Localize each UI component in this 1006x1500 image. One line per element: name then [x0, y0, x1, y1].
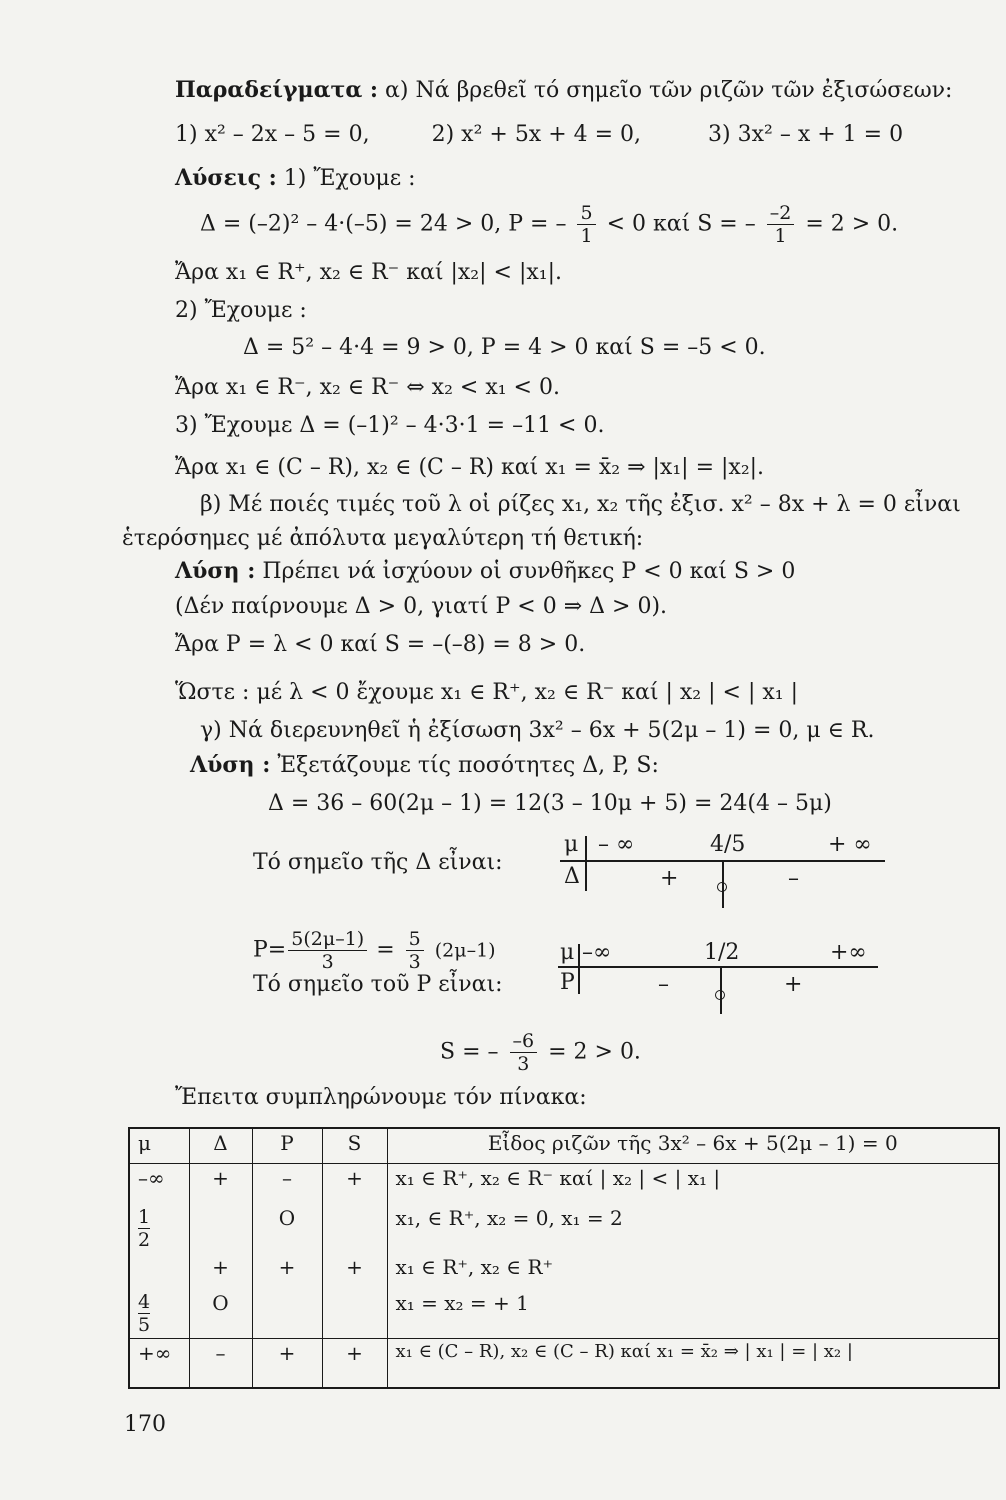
p-table-left-sign: – [658, 972, 669, 997]
s-den: 3 [517, 1053, 530, 1075]
row1-p: – [252, 1164, 322, 1204]
page-number: 170 [124, 1412, 166, 1437]
solutions-first: 1) Ἔχουμε : [283, 166, 416, 191]
delta-table-vbar [585, 836, 587, 891]
s-equation-line [440, 1030, 641, 1075]
header-s: S [322, 1128, 387, 1164]
row1-s: + [322, 1164, 387, 1204]
s2-intro: 2) Ἔχουμε : [175, 298, 307, 323]
p-den-2: 3 [408, 951, 421, 973]
p-table-root: 1/2 [704, 940, 740, 965]
delta-sign-label: Τό σημεῖο τῆς Δ εἶναι: [253, 850, 503, 875]
part-b-solution-1-line [175, 558, 795, 585]
p-end: (2μ–1) [434, 939, 496, 962]
s1-end: = 2 > 0. [805, 211, 899, 237]
delta-table-root: 4/5 [710, 832, 746, 857]
row1-mu: –∞ [138, 1166, 165, 1190]
row2-delta [189, 1204, 252, 1253]
solutions-heading-line [175, 165, 416, 192]
p-table-right-sign: + [784, 972, 803, 997]
part-b-solution-2: (Δέν παίρνουμε Δ > 0, γιατί P < 0 ⇒ Δ > 0). [175, 594, 668, 619]
then-complete-table: Ἔπειτα συμπληρώνουμε τόν πίνακα: [175, 1085, 587, 1110]
table-row [129, 1253, 999, 1289]
p-table-vbar [578, 944, 580, 994]
delta-table-plus-inf: + ∞ [828, 832, 872, 857]
part-b-sol-label: Λύση : [175, 558, 256, 584]
examples-intro: α) Νά βρεθεῖ τό σημεῖο τῶν ριζῶν τῶν ἐξισώσεων: [385, 78, 953, 103]
header-delta: Δ [189, 1128, 252, 1164]
row3-p: + [252, 1253, 322, 1289]
row5-mu: +∞ [138, 1340, 172, 1365]
s2-conclusion: Ἄρα x₁ ∈ R⁻, x₂ ∈ R⁻ ⇔ x₂ < x₁ < 0. [175, 375, 560, 400]
examples-heading: Παραδείγματα : [175, 77, 379, 103]
table-header-row [129, 1128, 999, 1164]
s1-delta: Δ = (–2)² – 4·(–5) = 24 > 0, P = – [200, 211, 567, 237]
s1-s-den: 1 [774, 225, 787, 247]
row2-kind: x₁, ∈ R⁺, x₂ = 0, x₁ = 2 [387, 1204, 999, 1253]
p-table-mu: μ [560, 940, 575, 965]
row4-p [252, 1289, 322, 1339]
row4-delta: O [189, 1289, 252, 1339]
p-equation-line [253, 928, 496, 973]
part-b-question-1: β) Μέ ποιές τιμές τοῦ λ οἱ ρίζες x₁, x₂ τῆς ἐξισ. x² – 8x + λ = 0 εἶναι [200, 492, 961, 517]
p-eq-left: P= [253, 937, 287, 963]
delta-equation: Δ = 36 – 60(2μ – 1) = 12(3 – 10μ + 5) = 24(4 – 5μ) [268, 791, 832, 816]
s1-s-fraction [767, 202, 795, 247]
header-mu: μ [129, 1128, 189, 1164]
s1-s-num: –2 [767, 202, 795, 225]
s1-p-fraction [577, 202, 595, 247]
row3-delta: + [189, 1253, 252, 1289]
row5-kind: x₁ ∈ (C – R), x₂ ∈ (C – R) καί x₁ = x̄₂ ⇒ | x₁ | = | x₂ | [387, 1338, 999, 1388]
row2-mu [129, 1204, 189, 1253]
table-row [129, 1204, 999, 1253]
row2-p: O [252, 1204, 322, 1253]
p-table-zero [715, 990, 725, 1000]
s3-conclusion: Ἄρα x₁ ∈ (C – R), x₂ ∈ (C – R) καί x₁ = x̄₂ ⇒ |x₁| = |x₂|. [175, 455, 765, 480]
examples-heading-line [175, 77, 952, 104]
table-row [129, 1164, 999, 1204]
p-fraction-2 [406, 928, 424, 973]
p-num-2: 5 [406, 928, 424, 951]
s1-delta-line [200, 202, 898, 247]
row5-delta: – [189, 1338, 252, 1388]
s1-mid: < 0 καί S = – [606, 211, 756, 237]
part-b-solution-4: Ὥστε : μέ λ < 0 ἔχουμε x₁ ∈ R⁺, x₂ ∈ R⁻ καί | x₂ | < | x₁ | [175, 680, 798, 705]
equations-line [175, 122, 903, 148]
equation-2: 2) x² + 5x + 4 = 0, [431, 122, 642, 147]
solutions-heading: Λύσεις : [175, 165, 277, 191]
header-kind: Εἶδος ριζῶν τῆς 3x² – 6x + 5(2μ – 1) = 0 [387, 1128, 999, 1164]
row5-p: + [252, 1338, 322, 1388]
delta-table-left-sign: + [660, 866, 679, 891]
row5-s: + [322, 1338, 387, 1388]
s-num: –6 [510, 1030, 538, 1053]
s3-delta: 3) Ἔχουμε Δ = (–1)² – 4·3·1 = –11 < 0. [175, 413, 605, 438]
p-sign-label: Τό σημεῖο τοῦ P εἶναι: [253, 972, 503, 997]
table-row [129, 1338, 999, 1388]
delta-table-right-sign: – [788, 866, 799, 891]
s1-conclusion: Ἄρα x₁ ∈ R⁺, x₂ ∈ R⁻ καί |x₂| < |x₁|. [175, 260, 562, 285]
row3-kind: x₁ ∈ R⁺, x₂ ∈ R⁺ [387, 1253, 999, 1289]
delta-table-minus-inf: – ∞ [598, 832, 635, 857]
part-c-sol-1: Ἐξετάζουμε τίς ποσότητες Δ, P, S: [277, 753, 659, 778]
row2-mu-den: 2 [138, 1228, 151, 1251]
s2-delta: Δ = 5² – 4·4 = 9 > 0, P = 4 > 0 καί S = –5 < 0. [243, 335, 766, 360]
part-b-question-2: ἑτερόσημες μέ ἀπόλυτα μεγαλύτερη τή θετική: [122, 526, 644, 551]
p-table-p: P [560, 970, 575, 995]
p-table-hbar [558, 966, 878, 968]
s-fraction [510, 1030, 538, 1075]
row4-mu [129, 1289, 189, 1339]
summary-table [128, 1127, 1000, 1389]
row3-mu [129, 1253, 189, 1289]
table-row [129, 1289, 999, 1339]
delta-table-mu: μ [564, 832, 579, 857]
header-p: P [252, 1128, 322, 1164]
delta-table-delta: Δ [564, 864, 580, 889]
p-table-plus-inf: +∞ [830, 940, 867, 965]
row1-delta: + [189, 1164, 252, 1204]
s1-p-den: 1 [580, 225, 593, 247]
row4-s [322, 1289, 387, 1339]
row2-s [322, 1204, 387, 1253]
p-den-1: 3 [321, 951, 334, 973]
s-left: S = – [440, 1039, 499, 1065]
part-b-sol-1: Πρέπει νά ἰσχύουν οἱ συνθῆκες P < 0 καί S > 0 [262, 559, 796, 584]
row2-mu-num: 1 [138, 1205, 151, 1228]
p-table-minus-inf: –∞ [582, 940, 612, 965]
row1-kind: x₁ ∈ R⁺, x₂ ∈ R⁻ καί | x₂ | < | x₁ | [387, 1164, 999, 1204]
equation-3: 3) 3x² – x + 1 = 0 [708, 122, 904, 147]
part-c-solution-1-line [190, 752, 659, 779]
p-fraction-1 [288, 928, 367, 973]
delta-table-zero [717, 882, 727, 892]
part-c-question: γ) Νά διερευνηθεῖ ἡ ἐξίσωση 3x² – 6x + 5(2μ – 1) = 0, μ ∈ R. [200, 718, 875, 743]
row4-mu-den: 5 [138, 1313, 151, 1336]
row3-s: + [322, 1253, 387, 1289]
p-num-1: 5(2μ–1) [288, 928, 367, 951]
equation-1: 1) x² – 2x – 5 = 0, [175, 122, 370, 147]
p-mid: = [376, 937, 395, 963]
s-end: = 2 > 0. [548, 1039, 641, 1065]
row4-mu-num: 4 [138, 1290, 151, 1313]
s1-p-num: 5 [577, 202, 595, 225]
part-c-sol-label: Λύση : [190, 752, 271, 778]
part-b-solution-3: Ἄρα P = λ < 0 καί S = –(–8) = 8 > 0. [175, 632, 586, 657]
row4-kind: x₁ = x₂ = + 1 [387, 1289, 999, 1339]
